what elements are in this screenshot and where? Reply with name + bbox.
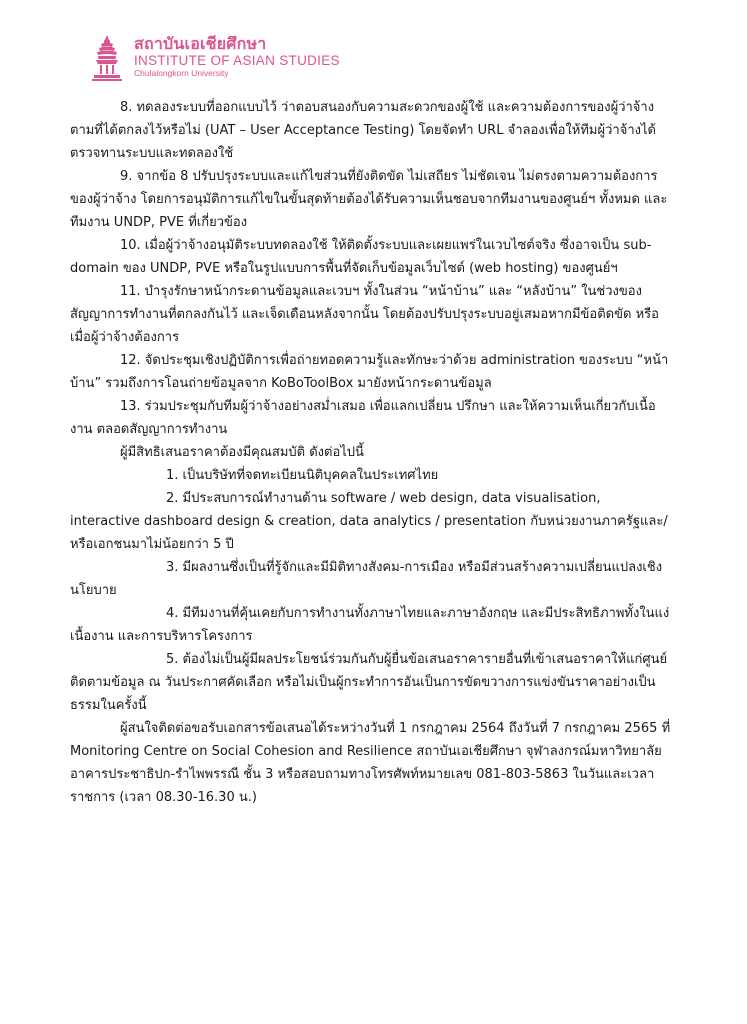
institute-name-english: INSTITUTE OF ASIAN STUDIES [134, 53, 340, 68]
qualification-item-3: 3. มีผลงานซึ่งเป็นที่รู้จักและมีมิติทางสังคม-การเมือง หรือมีส่วนสร้างความเปลี่ยนแปลงเชิงนโยบาย [70, 560, 663, 598]
qualification-item-4: 4. มีทีมงานที่คุ้นเคยกับการทำงานทั้งภาษาไทยและภาษาอังกฤษ และมีประสิทธิภาพทั้งในแง่เนื้องาน และการบริหารโครงการ [70, 606, 670, 644]
paragraph-item-10: 10. เมื่อผู้ว่าจ้างอนุมัติระบบทดลองใช้ ให้ติดตั้งระบบและเผยแพร่ในเวบไซต์จริง ซึ่งอาจเป็น sub-domain ของ UNDP, PVE หรือในรูปแบบการพื้นที่จัดเก็บข้อมูลเว็บไซต์ (web hosting) ของศูนย์ฯ [70, 238, 652, 276]
paragraph-item-11: 11. บำรุงรักษาหน้ากระดานข้อมูลและเวบฯ ทั้งในส่วน “หน้าบ้าน” และ “หลังบ้าน” ในช่วงของสัญญาการทำงานที่ตกลงกันไว้ และเจ็ดเดือนหลังจากนั้น โดยต้องปรับปรุงระบบอยู่เสมอหากมีข้อติดขัด หรือเมื่อผู้ว่าจ้างต้องการ [70, 284, 659, 345]
institute-name-thai: สถาบันเอเชียศึกษา [134, 34, 267, 53]
paragraph-item-8: 8. ทดลองระบบที่ออกแบบไว้ ว่าตอบสนองกับความสะดวกของผู้ใช้ และความต้องการของผู้ว่าจ้าง ตามที่ได้ตกลงไว้หรือไม่ (UAT – User Acceptance Testing) โดยจัดทำ URL จำลองเพื่อให้ทีมผู้ว่าจ้างได้ตรวจทานระบบและทดลองใช้ [70, 100, 656, 161]
paragraph-item-9: 9. จากข้อ 8 ปรับปรุงระบบและแก้ไขส่วนที่ยังติดขัด ไม่เสถียร ไม่ชัดเจน ไม่ตรงตามความต้องการของผู้ว่าจ้าง โดยการอนุมัติการแก้ไขในขั้นสุดท้ายต้องได้รับความเห็นชอบจากทีมงานของศูนย์ฯ ทั้งหมด และทีมงาน UNDP, PVE ที่เกี่ยวข้อง [70, 169, 668, 230]
paragraph-item-12: 12. จัดประชุมเชิงปฏิบัติการเพื่อถ่ายทอดความรู้และทักษะว่าด้วย administration ของระบบ “หน้าบ้าน” รวมถึงการโอนถ่ายข้อมูลจาก KoBoToolBox มายังหน้ากระดานข้อมูล [70, 353, 669, 391]
qualifications-heading: ผู้มีสิทธิเสนอราคาต้องมีคุณสมบัติ ดังต่อไปนี้ [120, 445, 364, 460]
paragraph-item-13: 13. ร่วมประชุมกับทีมผู้ว่าจ้างอย่างสม่ำเสมอ เพื่อแลกเปลี่ยน ปรึกษา และให้ความเห็นเกี่ยวกับเนื้องาน ตลอดสัญญาการทำงาน [70, 399, 656, 437]
qualification-item-1: 1. เป็นบริษัทที่จดทะเบียนนิติบุคคลในประเทศไทย [166, 468, 439, 483]
contact-paragraph: ผู้สนใจติดต่อขอรับเอกสารข้อเสนอได้ระหว่างวันที่ 1 กรกฎาคม 2564 ถึงวันที่ 7 กรกฎาคม 2565 ที่ Monitoring Centre on Social Cohesion and Resilience สถาบันเอเชียศึกษา จุฬาลงกรณ์มหาวิทยาลัย อาคารประชาธิปก-รำไพพรรณี ชั้น 3 หรือสอบถามทางโทรศัพท์หมายเลข 081-803-5863 ในวันและเวลาราชการ (เวลา 08.30-16.30 น.) [70, 721, 671, 805]
document-body [70, 96, 674, 809]
institute-header [92, 34, 340, 84]
chula-seal-logo [92, 34, 122, 82]
qualification-item-5: 5. ต้องไม่เป็นผู้มีผลประโยชน์ร่วมกันกับผู้ยื่นข้อเสนอราคารายอื่นที่เข้าเสนอราคาให้แก่ศูนย์ติดตามข้อมูล ณ วันประกาศคัดเลือก หรือไม่เป็นผู้กระทำการอันเป็นการขัดขวางการแข่งขันราคาอย่างเป็นธรรมในครั้งนี้ [70, 652, 668, 713]
university-name: Chulalongkorn University [134, 68, 229, 78]
qualification-item-2: 2. มีประสบการณ์ทำงานด้าน software / web design, data visualisation, interactive dashboard design & creation, data analytics / presentation กับหน่วยงานภาครัฐและ/หรือเอกชนมาไม่น้อยกว่า 5 ปี [70, 491, 668, 552]
institute-name-block [134, 34, 340, 79]
